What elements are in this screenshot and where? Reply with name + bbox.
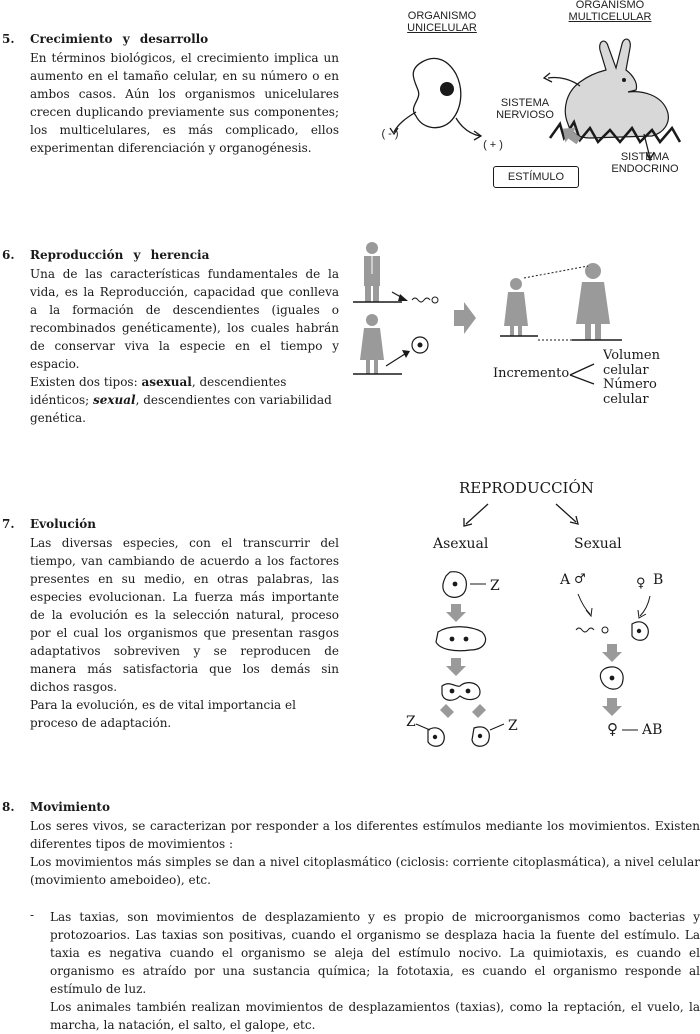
asexual-z-label: Z <box>490 578 500 594</box>
parent-a-label: A <box>560 572 571 588</box>
negative-label: ( - ) <box>381 128 399 140</box>
positive-label: ( + ) <box>483 139 503 151</box>
section-8-body-text: Los seres vivos, se caracterizan por responder a los diferentes estímulos mediante los movimientos. Existen diferentes tipos de movimientos : <box>30 819 700 851</box>
large-woman-icon <box>576 263 610 340</box>
stimulus-arrow-icon <box>558 124 582 148</box>
small-woman-icon <box>504 278 528 336</box>
stimulus-box: ESTÍMULO <box>493 166 579 188</box>
asexual-label: Asexual <box>433 536 489 552</box>
endocrine-system-label: SISTEMA ENDOCRINO <box>611 151 679 175</box>
offspring-female-symbol: ♀ <box>607 720 618 738</box>
section-7-body <box>30 534 339 732</box>
nervous-system-label: SISTEMA NERVIOSO <box>496 97 554 121</box>
multicellular-label: ORGANISMO MULTICELULAR <box>568 0 652 23</box>
section-8-bullet <box>50 908 700 1034</box>
section-7-title: Evolución <box>30 517 96 531</box>
cell-volume-label: Volumen celular <box>603 348 660 378</box>
bullet-marker: - <box>30 908 35 922</box>
section-5-number: 5. <box>2 32 15 46</box>
unicellular-label: ORGANISMO UNICELULAR <box>407 10 477 34</box>
section-7-body-text: Las diversas especies, con el transcurrir del tiempo, van cambiando de acuerdo a los factores presentes en su medio, en otras palabras, las especies evolucionan. La fuerza más importante de la evolución es la selección natural, proceso por el cual los organismos que presentan rasgos adaptativos sobreviven y se reproducen de manera más satisfactoria que los demás sin dichos rasgos. <box>30 536 339 694</box>
cell-number-label: Número celular <box>603 377 657 407</box>
section-5-body: En términos biológicos, el crecimiento implica un aumento en el tamaño celular, en su número o en ambos casos. Aún los organismos unicelulares crecen duplicando previamente sus componentes; los multicelulares, es más complicado, ellos experimentan diferenciación y organogénesis. <box>30 51 339 155</box>
offspring-z-left-label: Z <box>406 714 416 730</box>
section-6-types: Existen dos tipos: asexual, descendientes idénticos; sexual, descendientes con variabilidad genética. <box>30 375 332 425</box>
woman-icon <box>360 314 384 374</box>
evolution-diagram <box>400 500 700 760</box>
sexual-label: Sexual <box>574 536 622 552</box>
reproduction-diagram-title: REPRODUCCIÓN <box>459 479 594 497</box>
bullet-text-taxias: Las taxias, son movimientos de desplazamiento y es propio de microorganismos como bacterias y protozoarios. Las taxias son positivas, cuando el organismo se desplaza hacia la fuente del estímulo. La taxia es negativa cuando el organismo se aleja del estímulo nocivo. La quimiotaxis, es cuando el organismo es atraído por una sustancia química; la fototaxia, es cuando el organismo responde al estímulo de luz. <box>50 910 700 996</box>
man-icon <box>364 242 380 302</box>
offspring-ab-label: AB <box>642 722 663 738</box>
section-6-title: Reproducción y herencia <box>30 248 210 262</box>
offspring-z-right-label: Z <box>508 718 518 734</box>
section-8-title: Movimiento <box>30 800 110 814</box>
female-symbol: ♀ <box>636 576 646 591</box>
bullet-text-animals: Los animales también realizan movimientos de desplazamientos (taxias), como la reptación, el vuelo, la marcha, la natación, el salto, el galope, etc. <box>50 1000 700 1032</box>
section-6-number: 6. <box>2 248 15 262</box>
section-6-body <box>30 265 339 427</box>
section-8-number: 8. <box>2 800 15 814</box>
section-8-body-text-2: Los movimientos más simples se dan a nivel citoplasmático (ciclosis: corriente citoplasmática), a nivel celular (movimiento ameboideo), etc. <box>30 855 700 887</box>
section-7-body-text-2: Para la evolución, es de vital importancia el proceso de adaptación. <box>30 698 296 730</box>
section-8-body <box>30 817 700 889</box>
section-7-number: 7. <box>2 517 15 531</box>
male-symbol: ♂ <box>574 572 586 587</box>
section-5-title: Crecimiento y desarrollo <box>30 32 209 46</box>
increment-label: Incremento <box>493 366 570 381</box>
section-6-body-text: Una de las características fundamentales de la vida, es la Reproducción, capacidad que conlleva a la formación de descendientes (iguales o recombinados genéticamente), los cuales habrán de conservar viva la especie en el tiempo y espacio. <box>30 267 339 371</box>
parent-b-label: B <box>653 572 664 588</box>
